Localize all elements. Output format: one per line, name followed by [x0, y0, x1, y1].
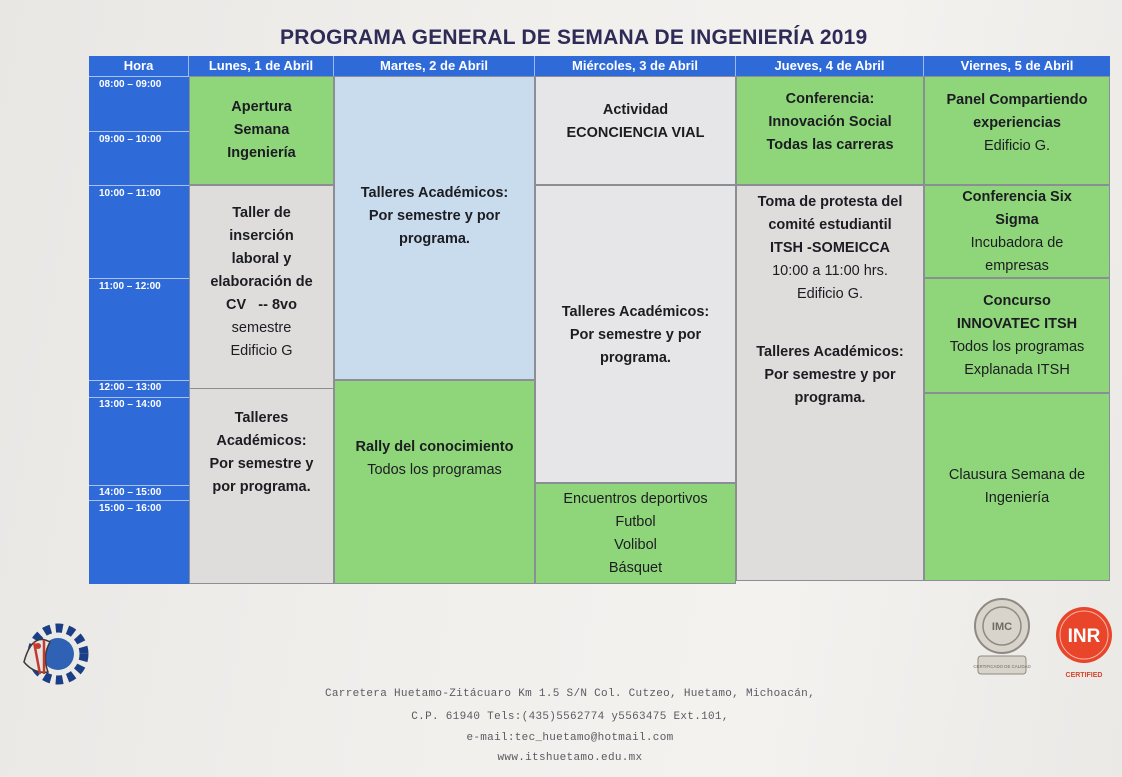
event-line: Ingeniería [984, 490, 1050, 506]
header-lunes: Lunes, 1 de Abril [189, 56, 334, 76]
event-line: Sigma [995, 211, 1039, 228]
event-line: empresas [985, 257, 1049, 274]
hour-slot [89, 185, 189, 278]
event-line: programa. [600, 350, 671, 366]
event-line: Talleres Académicos: [561, 304, 710, 320]
hour-slot [89, 485, 189, 500]
event-encuentros-deportivos [535, 483, 736, 584]
event-line: Ingeniería [227, 145, 296, 161]
event-talleres-martes [334, 76, 535, 380]
event-line: ITSH -SOMEICCA [769, 240, 891, 256]
event-line: Conferencia Six [962, 188, 1072, 205]
event-taller-insercion [189, 185, 334, 389]
inr-badge-caption: CERTIFIED [1065, 672, 1103, 679]
imc-quality-badge [972, 596, 1032, 682]
event-line: Volibol [614, 536, 657, 553]
hour-label: 08:00 – 09:00 [99, 79, 162, 90]
footer-website: www.itshuetamo.edu.mx [497, 752, 643, 764]
event-line: Actividad [602, 101, 669, 118]
hour-slot [89, 131, 189, 185]
event-talleres-lunes [189, 389, 334, 584]
hour-label: 15:00 – 16:00 [99, 503, 162, 514]
imc-badge-caption: CERTIFICADO DE CALIDAD [973, 664, 1031, 669]
event-line: Edificio G [230, 343, 293, 359]
event-line: Innovación Social [768, 114, 892, 130]
hour-slot [89, 500, 189, 584]
event-line: experiencias [973, 115, 1061, 131]
event-line: Edificio G. [983, 138, 1051, 154]
event-toma-protesta [736, 185, 924, 581]
event-line: inserción [229, 228, 294, 244]
hour-label: 13:00 – 14:00 [99, 399, 162, 410]
event-line: Por semestre y por [764, 367, 896, 383]
event-line: Clausura Semana de [948, 467, 1086, 483]
event-line: semestre [231, 320, 292, 336]
hour-label: 12:00 – 13:00 [99, 382, 162, 393]
event-line: Todas las carreras [766, 137, 894, 153]
event-panel-experiencias [924, 76, 1110, 185]
hour-slot [89, 380, 189, 397]
event-line: Conferencia: [785, 91, 875, 107]
header-miercoles: Miércoles, 3 de Abril [535, 56, 736, 76]
header-hora: Hora [89, 56, 189, 76]
event-apertura [189, 76, 334, 185]
event-line: Futbol [615, 513, 656, 530]
event-line: comité estudiantil [768, 217, 892, 233]
event-line: Concurso [983, 292, 1051, 309]
event-line: 10:00 a 11:00 hrs. [772, 263, 888, 279]
event-line: Edificio G. [796, 286, 864, 302]
inr-badge-label: INR [1067, 626, 1101, 647]
event-line: programa. [794, 390, 866, 406]
hour-label: 11:00 – 12:00 [99, 281, 161, 292]
event-line: Por semestre y [209, 456, 314, 472]
imc-badge-label: IMC [991, 621, 1013, 633]
event-line: Incubadora de [970, 234, 1064, 251]
schedule-table [89, 56, 1110, 584]
event-line: laboral y [231, 251, 292, 267]
event-line: Todos los programas [949, 338, 1085, 355]
event-line: Todos los programas [367, 462, 502, 478]
hour-slot [89, 397, 189, 485]
event-line: Taller de [232, 205, 291, 221]
header-viernes: Viernes, 5 de Abril [924, 56, 1110, 76]
event-innovatec [924, 278, 1110, 393]
event-line: Por semestre y por [368, 208, 501, 224]
event-line: Encuentros deportivos [563, 490, 708, 507]
hour-slot [89, 278, 189, 380]
event-talleres-miercoles [535, 185, 736, 483]
event-line: Apertura [231, 99, 292, 115]
hour-label: 09:00 – 10:00 [99, 134, 162, 145]
institute-gear-logo-icon [14, 612, 92, 696]
hour-label: 14:00 – 15:00 [99, 487, 162, 498]
event-six-sigma [924, 185, 1110, 278]
event-line: programa. [399, 231, 470, 247]
event-clausura [924, 393, 1110, 581]
event-line: Semana [233, 122, 290, 138]
event-econciencia-vial [535, 76, 736, 185]
event-line: elaboración de [210, 274, 313, 290]
footer-address: Carretera Huetamo-Zitácuaro Km 1.5 S/N Col. Cutzeo, Huetamo, Michoacán, [325, 688, 815, 700]
event-line: ECONCIENCIA VIAL [566, 124, 705, 141]
event-line: Básquet [608, 559, 663, 576]
event-conferencia-innovacion [736, 76, 924, 185]
header-martes: Martes, 2 de Abril [334, 56, 535, 76]
event-line: Talleres Académicos: [756, 344, 904, 360]
page-title: PROGRAMA GENERAL DE SEMANA DE INGENIERÍA 2019 [280, 26, 868, 49]
footer-phones: C.P. 61940 Tels:(435)5562774 y5563475 Ext.101, [411, 711, 729, 723]
event-line: Talleres Académicos: [360, 185, 509, 201]
event-line: por programa. [212, 479, 311, 495]
event-line: INNOVATEC ITSH [956, 315, 1078, 332]
event-line: Rally del conocimiento [355, 439, 514, 455]
event-rally [334, 380, 535, 584]
inr-certified-badge [1054, 605, 1114, 681]
event-line: CV -- 8vo [226, 297, 297, 313]
event-line: Talleres [234, 410, 289, 426]
event-line: Panel Compartiendo [946, 92, 1088, 108]
event-line: Académicos: [216, 433, 307, 449]
hour-label: 10:00 – 11:00 [99, 188, 161, 199]
footer-email: e-mail:tec_huetamo@hotmail.com [466, 732, 674, 744]
header-jueves: Jueves, 4 de Abril [736, 56, 924, 76]
event-line: Explanada ITSH [964, 361, 1070, 378]
event-line: Toma de protesta del [757, 194, 903, 210]
event-line: Por semestre y por [569, 327, 702, 343]
hour-slot [89, 76, 189, 131]
